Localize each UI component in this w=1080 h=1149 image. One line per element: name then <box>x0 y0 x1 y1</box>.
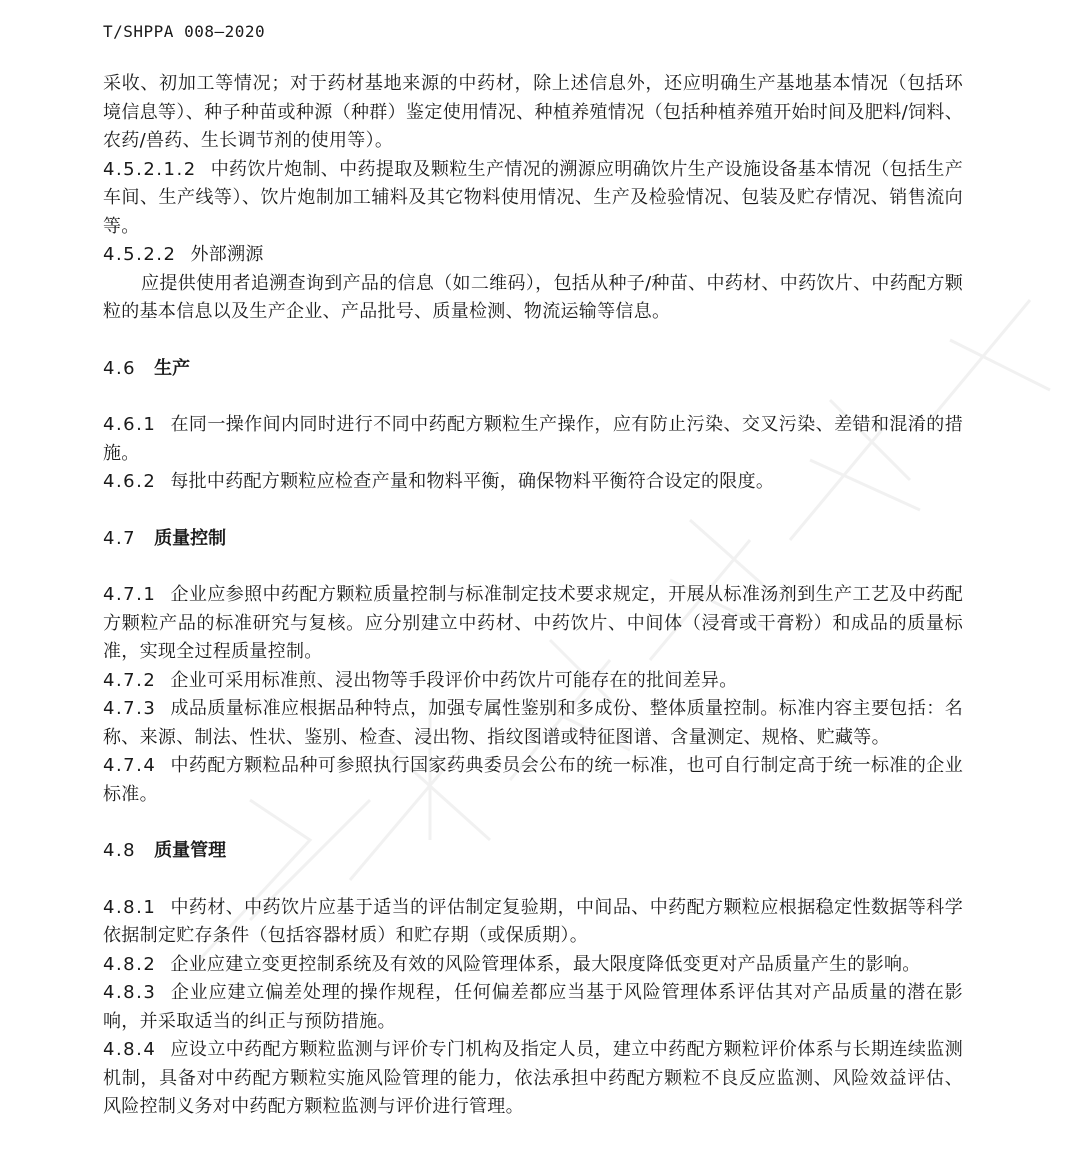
section-title: 质量控制 <box>154 527 227 549</box>
clause-text: 企业可采用标准煎、浸出物等手段评价中药饮片可能存在的批间差异。 <box>170 669 738 691</box>
clause-text: 中药配方颗粒品种可参照执行国家药典委员会公布的统一标准，也可自行制定高于统一标准的企业标准。 <box>103 755 963 805</box>
clause-number: 4.5.2.1.2 <box>103 158 197 180</box>
clause-text: 成品质量标准应根据品种特点，加强专属性鉴别和多成份、整体质量控制。标准内容主要包括：名称、来源、制法、性状、鉴别、检查、浸出物、指纹图谱或特征图谱、含量测定、规格、贮藏等。 <box>103 698 963 748</box>
clause-number: 4.7.3 <box>103 698 157 719</box>
clause-4-8-1 <box>103 894 963 951</box>
clause-text: 企业应建立偏差处理的操作规程，任何偏差都应当基于风险管理体系评估其对产品质量的潜在影响，并采取适当的纠正与预防措施。 <box>103 982 963 1032</box>
clause-4-7-2 <box>103 667 963 696</box>
clause-text: 外部溯源 <box>190 244 264 265</box>
clause-number: 4.7.4 <box>103 755 157 776</box>
document-body <box>103 70 963 1122</box>
clause-number: 4.8.1 <box>103 896 157 918</box>
section-heading-4-6 <box>103 355 963 384</box>
paragraph: 采收、初加工等情况；对于药材基地来源的中药材，除上述信息外，还应明确生产基地基本情况（包括环境信息等）、种子种苗或种源（种群）鉴定使用情况、种植养殖情况（包括种植养殖开始时间及肥料/饲料、农药/兽药、生长调节剂的使用等）。 <box>103 73 963 151</box>
clause-4-8-2 <box>103 951 963 980</box>
section-number: 4.6 <box>103 357 137 379</box>
clause-4-7-3 <box>103 695 963 752</box>
clause-number: 4.6.2 <box>103 471 157 492</box>
clause-text: 应设立中药配方颗粒监测与评价专门机构及指定人员，建立中药配方颗粒评价体系与长期连续监测机制，具备对中药配方颗粒实施风险管理的能力，依法承担中药配方颗粒不良反应监测、风险效益评估、风险控制义务对中药配方颗粒监测与评价进行管理。 <box>103 1039 963 1117</box>
section-heading-4-7 <box>103 525 963 554</box>
clause-number: 4.8.2 <box>103 953 157 975</box>
section-title: 生产 <box>154 357 191 379</box>
section-title: 质量管理 <box>154 840 227 861</box>
section-heading-4-8 <box>103 837 963 866</box>
clause-text: 在同一操作间内同时进行不同中药配方颗粒生产操作，应有防止污染、交叉污染、差错和混淆的措施。 <box>103 414 963 464</box>
clause-4-8-3 <box>103 979 963 1036</box>
standard-code: T/SHPPA 008—2020 <box>103 22 266 41</box>
clause-4-6-2 <box>103 468 963 497</box>
clause-4-5-2-2 <box>103 241 963 270</box>
clause-text: 企业应参照中药配方颗粒质量控制与标准制定技术要求规定，开展从标准汤剂到生产工艺及中药配方颗粒产品的标准研究与复核。应分别建立中药材、中药饮片、中间体（浸膏或干膏粉）和成品的质量标准，实现全过程质量控制。 <box>103 584 963 662</box>
section-number: 4.7 <box>103 527 137 549</box>
clause-number: 4.6.1 <box>103 414 157 435</box>
clause-text: 中药饮片炮制、中药提取及颗粒生产情况的溯源应明确饮片生产设施设备基本情况（包括生产车间、生产线等）、饮片炮制加工辅料及其它物料使用情况、生产及检验情况、包装及贮存情况、销售流向等。 <box>103 158 963 237</box>
clause-4-5-2-1-2 <box>103 156 963 242</box>
clause-number: 4.7.1 <box>103 584 157 605</box>
clause-number: 4.8.4 <box>103 1039 157 1060</box>
clause-4-7-4 <box>103 752 963 809</box>
clause-number: 4.5.2.2 <box>103 244 177 265</box>
paragraph: 应提供使用者追溯查询到产品的信息（如二维码），包括从种子/种苗、中药材、中药饮片、中药配方颗粒的基本信息以及生产企业、产品批号、质量检测、物流运输等信息。 <box>103 272 963 322</box>
clause-number: 4.8.3 <box>103 982 157 1003</box>
clause-text: 中药材、中药饮片应基于适当的评估制定复验期，中间品、中药配方颗粒应根据稳定性数据等科学依据制定贮存条件（包括容器材质）和贮存期（或保质期）。 <box>103 896 963 946</box>
clause-4-7-1 <box>103 581 963 667</box>
clause-number: 4.7.2 <box>103 669 157 691</box>
clause-4-8-4 <box>103 1036 963 1122</box>
clause-text: 企业应建立变更控制系统及有效的风险管理体系，最大限度降低变更对产品质量产生的影响。 <box>170 953 921 975</box>
clause-text: 每批中药配方颗粒应检查产量和物料平衡，确保物料平衡符合设定的限度。 <box>170 471 775 492</box>
clause-4-6-1 <box>103 411 963 468</box>
section-number: 4.8 <box>103 840 137 861</box>
